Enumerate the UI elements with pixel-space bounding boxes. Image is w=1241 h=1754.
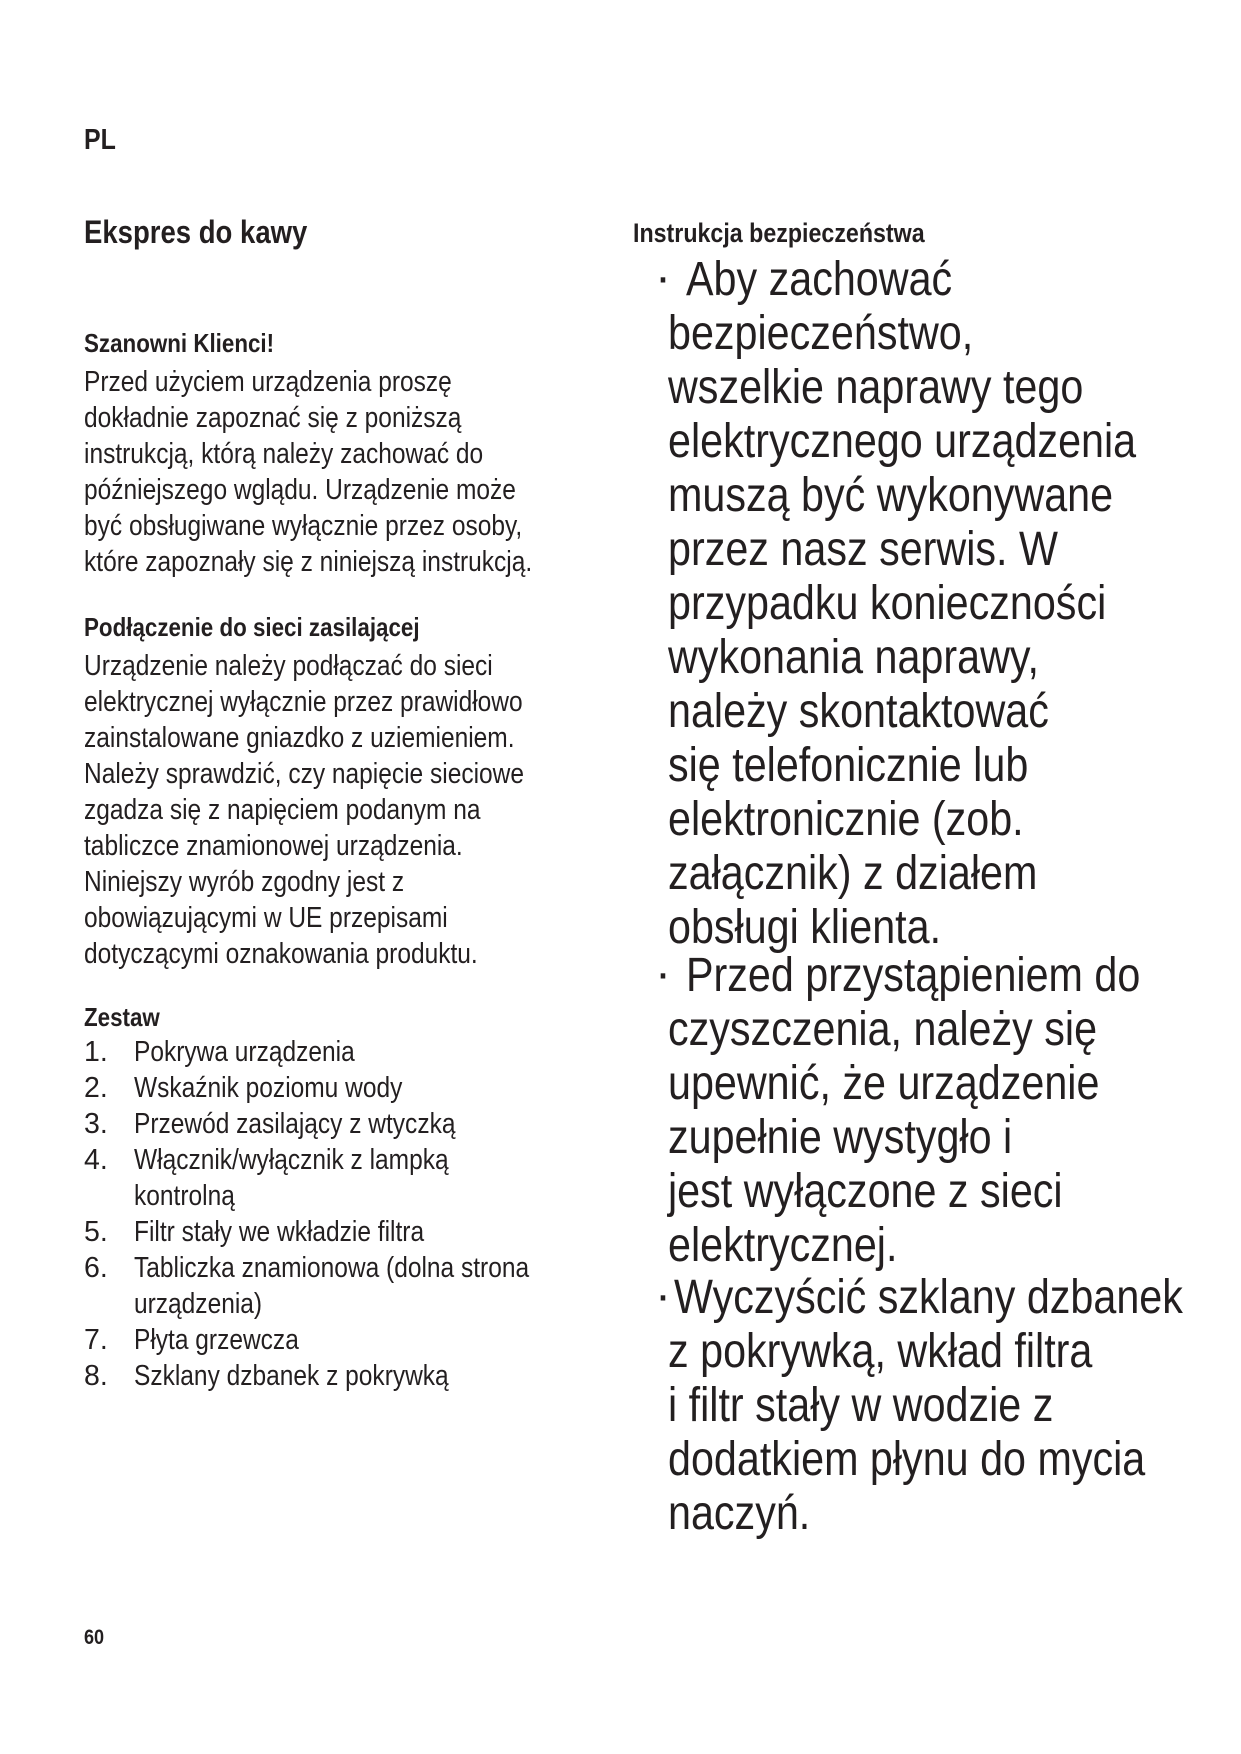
power-heading: Podłączenie do sieci zasilającej [84, 612, 420, 642]
safety-heading: Instrukcja bezpieczeństwa [633, 218, 925, 248]
safety-line: jest wyłączone z sieci [668, 1165, 1063, 1218]
list-item: 6. Tabliczka znamionowa (dolna strona [84, 1252, 530, 1284]
list-item: 7. Płyta grzewcza [84, 1324, 299, 1356]
text-line: tabliczce znamionowej urządzenia. [84, 830, 463, 862]
safety-line: muszą być wykonywane [668, 469, 1114, 522]
safety-line: elektrycznej. [668, 1219, 898, 1272]
list-item: 2. Wskaźnik poziomu wody [84, 1072, 403, 1104]
page-title: Ekspres do kawy [84, 214, 308, 250]
text-line: dotyczącymi oznakowania produktu. [84, 938, 478, 970]
text-line: Niniejszy wyrób zgodny jest z [84, 866, 405, 898]
text-line: które zapoznały się z niniejszą instrukcją. [84, 546, 533, 578]
kit-heading: Zestaw [84, 1002, 160, 1032]
parts-list [84, 1034, 593, 1394]
safety-line: i filtr stały w wodzie z [668, 1379, 1054, 1432]
bullet-1: · [655, 251, 671, 304]
safety-line: Przed przystąpieniem do [686, 949, 1141, 1002]
page-number: 60 [84, 1626, 105, 1649]
text-line: zainstalowane gniazdko z uziemieniem. [84, 722, 515, 754]
safety-line: elektronicznie (zob. [668, 793, 1024, 846]
text-line: dokładnie zapoznać się z poniższą [84, 402, 462, 434]
safety-line: elektrycznego urządzenia [668, 415, 1137, 468]
text-line: Przed użyciem urządzenia proszę [84, 366, 452, 398]
list-item: urządzenia) [134, 1288, 263, 1320]
list-item: 1. Pokrywa urządzenia [84, 1036, 355, 1068]
text-line: obowiązującymi w UE przepisami [84, 902, 448, 934]
language-code: PL [84, 124, 116, 156]
text-line: być obsługiwane wyłącznie przez osoby, [84, 510, 523, 542]
safety-line: obsługi klienta. [668, 901, 942, 954]
bullet-2: · [655, 947, 671, 1000]
safety-line: wykonania naprawy, [668, 631, 1039, 684]
safety-line: naczyń. [668, 1487, 811, 1540]
safety-line: czyszczenia, należy się [668, 1003, 1098, 1056]
safety-line: należy skontaktować [668, 685, 1049, 738]
greeting-text [84, 364, 605, 580]
safety-line: załącznik) z działem [668, 847, 1038, 900]
safety-line: z pokrywką, wkład filtra [668, 1325, 1093, 1378]
safety-line: upewnić, że urządzenie [668, 1057, 1100, 1110]
text-line: Należy sprawdzić, czy napięcie sieciowe [84, 758, 524, 790]
list-item: 5. Filtr stały we wkładzie filtra [84, 1216, 425, 1248]
safety-line: zupełnie wystygło i [668, 1111, 1013, 1164]
safety-line: przypadku konieczności [668, 577, 1107, 630]
text-line: Urządzenie należy podłączać do sieci [84, 650, 493, 682]
safety-line: Wyczyścić szklany dzbanek [674, 1271, 1183, 1324]
safety-line: się telefonicznie lub [668, 739, 1029, 792]
list-item: kontrolną [134, 1180, 235, 1212]
text-line: zgadza się z napięciem podanym na [84, 794, 481, 826]
safety-line: dodatkiem płynu do mycia [668, 1433, 1146, 1486]
text-line: późniejszego wglądu. Urządzenie może [84, 474, 516, 506]
list-item: 8. Szklany dzbanek z pokrywką [84, 1360, 449, 1392]
text-line: elektrycznej wyłącznie przez prawidłowo [84, 686, 523, 718]
safety-line: Aby zachować [686, 253, 953, 306]
safety-line: wszelkie naprawy tego [668, 361, 1084, 414]
safety-line: bezpieczeństwo, [668, 307, 974, 360]
power-text [84, 648, 596, 972]
bullet-3: · [655, 1269, 671, 1322]
list-item: 3. Przewód zasilający z wtyczką [84, 1108, 456, 1140]
list-item: 4. Włącznik/wyłącznik z lampką [84, 1144, 449, 1176]
safety-line: przez nasz serwis. W [668, 523, 1058, 576]
greeting-heading: Szanowni Klienci! [84, 328, 275, 358]
text-line: instrukcją, którą należy zachować do [84, 438, 484, 470]
